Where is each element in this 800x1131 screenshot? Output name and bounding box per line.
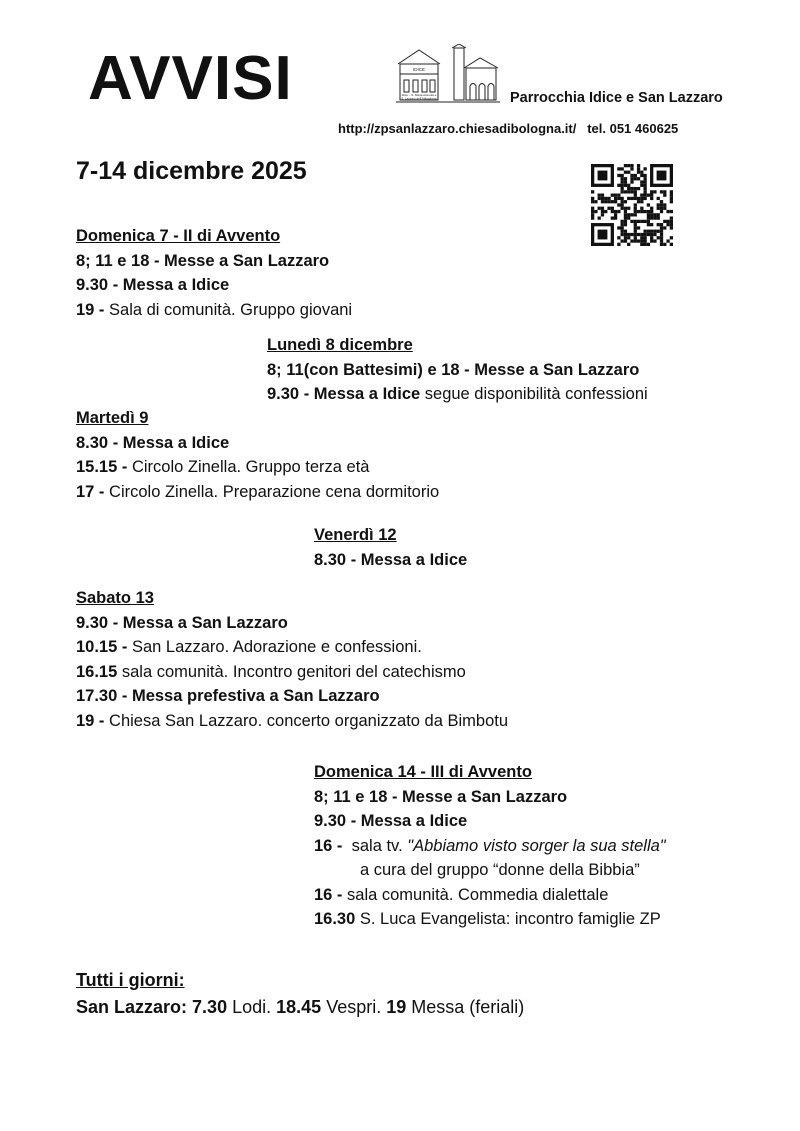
qr-code-icon (591, 164, 673, 246)
schedule-time: 9.30 - Messa a San Lazzaro (76, 613, 288, 632)
day-title: Lunedì 8 dicembre (267, 336, 413, 354)
day-block-lunedi-8 (267, 333, 648, 407)
schedule-line (76, 455, 439, 480)
schedule-continuation: a cura del gruppo “donne della Bibbia” (360, 861, 640, 879)
schedule-time: 10.15 - (76, 638, 128, 656)
schedule-line (314, 858, 666, 883)
every-day-schedule (76, 997, 524, 1018)
schedule-line (76, 249, 352, 274)
schedule-time: 16 - (314, 836, 343, 855)
logo-caption-2: S. Lazzaro dell'Abbadessa (401, 96, 437, 101)
schedule-time: 8.30 - Messa a Idice (76, 433, 230, 452)
footer-place: San Lazzaro: (76, 997, 188, 1017)
schedule-time: 19 - (76, 711, 105, 730)
schedule-line (76, 709, 508, 734)
schedule-line (314, 834, 666, 859)
schedule-time: 15.15 - (76, 458, 128, 476)
schedule-time: 19 - (76, 300, 105, 319)
phone-number: tel. 051 460625 (587, 121, 679, 136)
schedule-description: Chiesa San Lazzaro. concerto organizzato da Bimbotu (104, 711, 509, 730)
day-title: Sabato 13 (76, 589, 154, 607)
day-block-domenica-7 (76, 224, 352, 322)
schedule-line (267, 382, 648, 407)
day-block-martedi-9 (76, 406, 439, 504)
logo-caption-1: Idice – S. Maria Assunta e (401, 93, 437, 97)
schedule-time: 8; 11 e 18 - Messe a San Lazzaro (314, 787, 568, 806)
schedule-description: Circolo Zinella. Gruppo terza età (127, 458, 370, 476)
schedule-description: San Lazzaro. Adorazione e confessioni. (127, 638, 422, 656)
schedule-line (314, 548, 467, 573)
schedule-line (76, 611, 508, 636)
footer-time-lodi: 7.30 (192, 997, 228, 1017)
schedule-line (76, 635, 508, 660)
day-title: Domenica 7 - II di Avvento (76, 227, 281, 245)
schedule-line (76, 684, 508, 709)
schedule-time: 8; 11 e 18 - Messe a San Lazzaro (76, 251, 330, 270)
day-block-venerdi-12 (314, 523, 467, 572)
website-link[interactable]: http://zpsanlazzaro.chiesadibologna.it/ (338, 121, 577, 136)
parish-name: Parrocchia Idice e San Lazzaro (510, 90, 723, 106)
schedule-time: 9.30 - Messa a Idice (314, 812, 468, 830)
schedule-description: sala tv. (342, 836, 408, 855)
schedule-line (314, 809, 666, 834)
schedule-line (76, 431, 439, 456)
schedule-line (267, 358, 648, 383)
every-day-title: Tutti i giorni: (76, 970, 185, 990)
footer-label-messa: Messa (feriali) (406, 997, 525, 1017)
page-title: AVVISI (88, 44, 293, 113)
schedule-line (314, 907, 666, 932)
day-title: Domenica 14 - III di Avvento (314, 763, 532, 781)
schedule-line (314, 785, 666, 810)
day-title: Venerdì 12 (314, 526, 397, 544)
church-buildings-logo-icon (394, 44, 502, 106)
schedule-description: sala comunità. Incontro genitori del catechismo (117, 662, 466, 681)
schedule-description: sala comunità. Commedia dialettale (342, 885, 609, 904)
schedule-quote: "Abbiamo visto sorger la sua stella" (407, 836, 666, 855)
schedule-line (76, 298, 352, 323)
schedule-description: S. Luca Evangelista: incontro famiglie ZP (355, 910, 661, 928)
schedule-time: 8; 11(con Battesimi) e 18 - Messe a San Lazzaro (267, 360, 640, 379)
schedule-time: 17.30 - Messa prefestiva a San Lazzaro (76, 687, 380, 705)
schedule-time: 16 - (314, 885, 343, 904)
date-range: 7-14 dicembre 2025 (76, 157, 307, 185)
schedule-time: 16.15 (76, 662, 118, 681)
schedule-time: 9.30 - Messa a Idice (267, 385, 421, 403)
day-block-sabato-13 (76, 586, 508, 733)
schedule-time: 8.30 - Messa a Idice (314, 550, 468, 569)
day-title: Martedì 9 (76, 409, 149, 427)
footer-time-vespri: 18.45 (276, 997, 322, 1017)
schedule-line (76, 660, 508, 685)
schedule-line (314, 883, 666, 908)
schedule-time: 9.30 - Messa a Idice (76, 276, 230, 294)
contact-line (338, 121, 678, 136)
logo-label: IDICE (412, 67, 426, 72)
footer-label-vespri: Vespri. (321, 997, 387, 1017)
schedule-description: Circolo Zinella. Preparazione cena dormitorio (104, 482, 440, 501)
schedule-time: 17 - (76, 482, 105, 501)
schedule-description: segue disponibilità confessioni (420, 385, 648, 403)
day-block-domenica-14 (314, 760, 666, 932)
schedule-description: Sala di comunità. Gruppo giovani (104, 300, 353, 319)
schedule-line (76, 273, 352, 298)
schedule-time: 16.30 (314, 910, 356, 928)
schedule-line (76, 480, 439, 505)
footer-time-messa: 19 (386, 997, 407, 1017)
footer-label-lodi: Lodi. (227, 997, 277, 1017)
